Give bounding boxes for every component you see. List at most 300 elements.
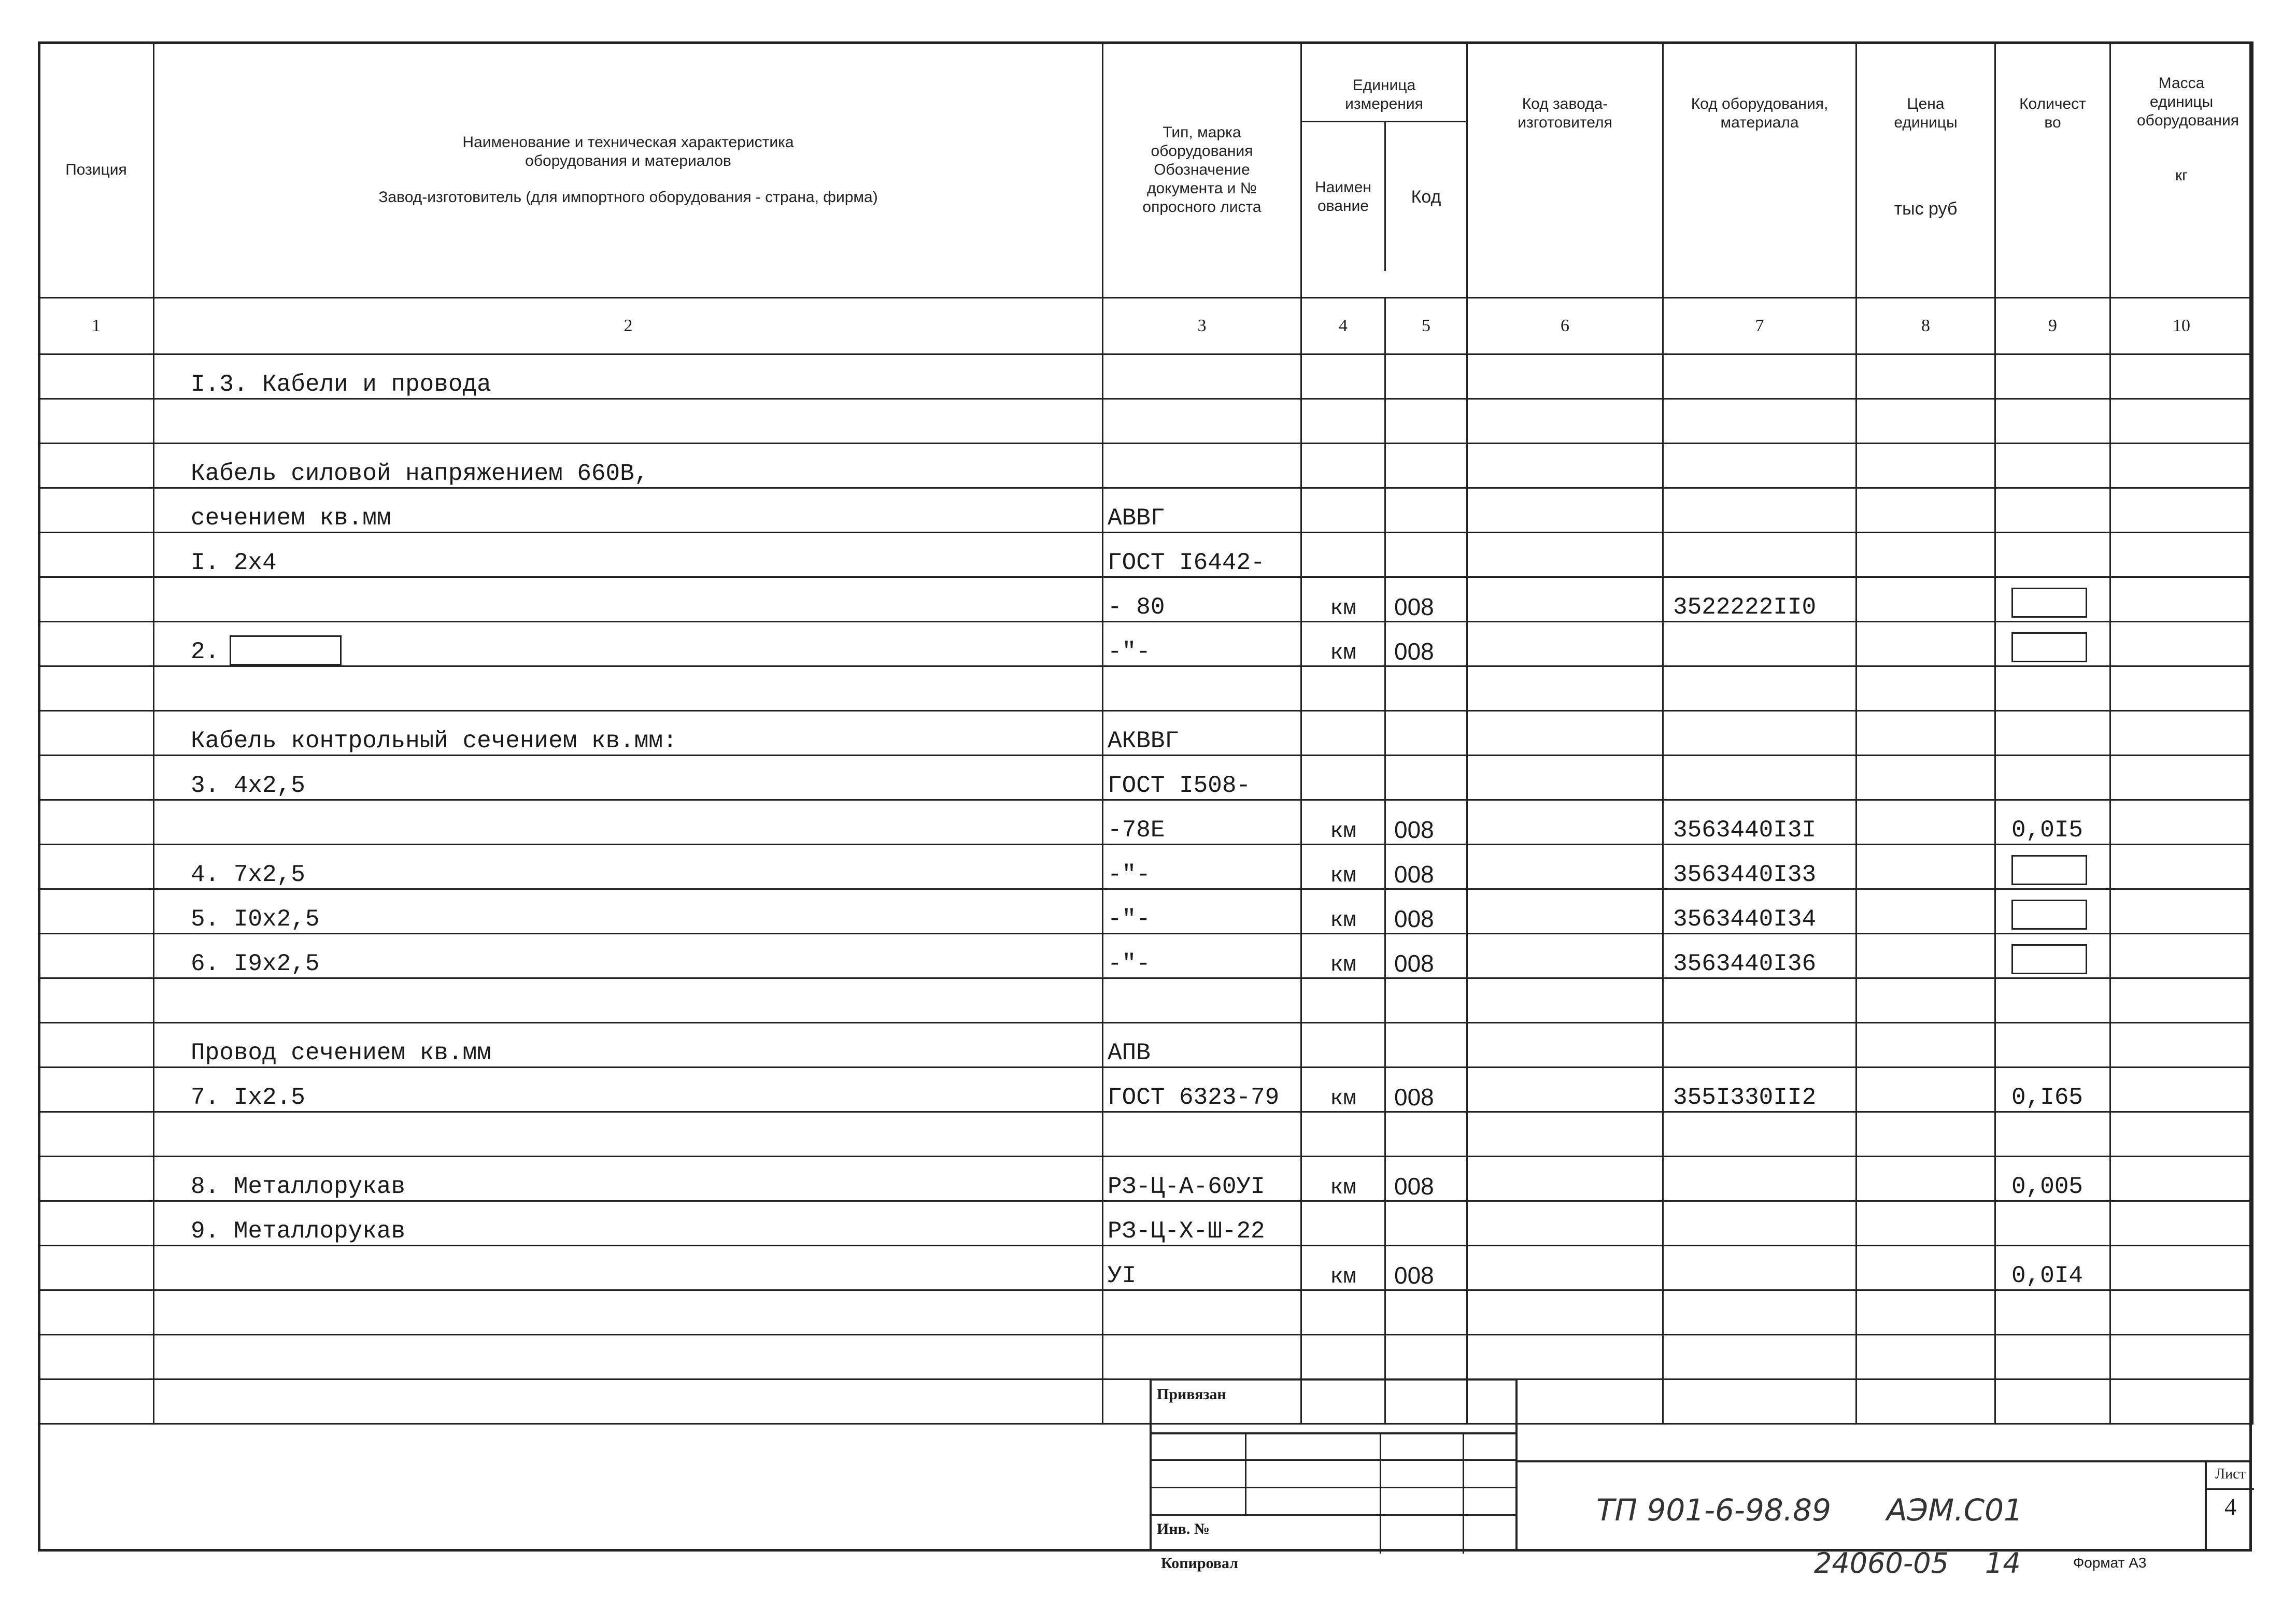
- cell-c9: [1995, 1023, 2110, 1068]
- cell-text: 3563440I34: [1673, 906, 1817, 933]
- column-number-3: 3: [1103, 298, 1301, 354]
- cell-c6: [1467, 1290, 1663, 1335]
- cell-c7: [1663, 756, 1856, 800]
- cell-c6: [1467, 666, 1663, 711]
- cell-text: 6. I9х2,5: [191, 950, 320, 977]
- cell-c4: [1301, 399, 1385, 444]
- header-unit-label: Единица измерения: [1302, 69, 1466, 122]
- cell-text: 5. I0х2,5: [191, 906, 320, 933]
- cell-c1: [39, 1023, 154, 1068]
- table-row: [39, 622, 2253, 666]
- cell-text: 9. Металлорукав: [191, 1218, 406, 1245]
- cell-c4: [1301, 1335, 1385, 1379]
- cell-c2: [154, 1290, 1103, 1335]
- cell-c2: [154, 354, 1103, 399]
- cell-c6: [1467, 800, 1663, 845]
- sheet-box: [2205, 1460, 2254, 1552]
- cell-c8: [1856, 1335, 1995, 1379]
- cell-c5: [1385, 978, 1467, 1023]
- cell-text: км: [1330, 908, 1356, 933]
- table-body: [39, 354, 2253, 1424]
- header-material-code: [1663, 42, 1856, 298]
- cell-c3: [1103, 577, 1301, 622]
- table-row: [39, 399, 2253, 444]
- cell-text: 008: [1394, 861, 1434, 888]
- cell-c2: [154, 533, 1103, 577]
- document-code: ТП 901-6-98.89: [1596, 1492, 1831, 1528]
- cell-c4: [1301, 1157, 1385, 1201]
- cell-c7: [1663, 533, 1856, 577]
- cell-c4: [1301, 1023, 1385, 1068]
- table-row: [39, 666, 2253, 711]
- cell-text: 2.: [191, 638, 220, 665]
- table-row: [39, 1201, 2253, 1246]
- cell-c9: [1995, 577, 2110, 622]
- cell-c3: [1103, 444, 1301, 488]
- cell-text: км: [1330, 1086, 1356, 1111]
- cell-text: ГОСТ 6323-79: [1108, 1084, 1280, 1111]
- cell-c7: [1663, 1335, 1856, 1379]
- cell-c8: [1856, 354, 1995, 399]
- cell-c5: [1385, 444, 1467, 488]
- table-row: [39, 756, 2253, 800]
- table-row: [39, 889, 2253, 934]
- cell-c9: [1995, 1335, 2110, 1379]
- cell-text: км: [1330, 952, 1356, 977]
- cell-c6: [1467, 577, 1663, 622]
- cell-c3: [1103, 622, 1301, 666]
- privyazan-label: Привязан: [1157, 1386, 1226, 1403]
- cell-c1: [39, 1068, 154, 1112]
- cell-c4: [1301, 354, 1385, 399]
- cell-c10: [2110, 1023, 2253, 1068]
- cell-c4: [1301, 444, 1385, 488]
- cell-c7: [1663, 488, 1856, 533]
- cell-c3: [1103, 533, 1301, 577]
- cell-text: Провод сечением кв.мм: [191, 1040, 491, 1066]
- cell-text: - 80: [1108, 594, 1165, 621]
- cell-c3: [1103, 1246, 1301, 1290]
- cell-c2: [154, 1335, 1103, 1379]
- cell-c9: [1995, 1290, 2110, 1335]
- cell-c6: [1467, 1201, 1663, 1246]
- cell-c8: [1856, 622, 1995, 666]
- cell-c3: [1103, 1335, 1301, 1379]
- cell-c7: [1663, 622, 1856, 666]
- cell-c8: [1856, 577, 1995, 622]
- cell-text: Кабель силовой напряжением 660В,: [191, 460, 649, 487]
- cell-text: 3563440I3I: [1673, 817, 1817, 844]
- cell-c9: [1995, 1068, 2110, 1112]
- cell-c6: [1467, 978, 1663, 1023]
- cell-c1: [39, 1157, 154, 1201]
- kopiroval-label: Копировал: [1161, 1555, 1239, 1572]
- cell-c3: [1103, 1068, 1301, 1112]
- cell-text: I.3. Кабели и провода: [191, 371, 491, 398]
- column-number-10: 10: [2110, 298, 2253, 354]
- cell-c10: [2110, 1379, 2253, 1424]
- cell-c1: [39, 978, 154, 1023]
- cell-c9: [1995, 444, 2110, 488]
- cell-c2: [154, 488, 1103, 533]
- cell-text: 7. Iх2.5: [191, 1084, 305, 1111]
- cell-c8: [1856, 1290, 1995, 1335]
- header-price: [1856, 42, 1995, 298]
- header-name-line3: Завод-изготовитель (для импортного оборудования - страна, фирма): [378, 189, 878, 206]
- cell-c10: [2110, 889, 2253, 934]
- cell-c5: [1385, 666, 1467, 711]
- cell-c9: [1995, 1157, 2110, 1201]
- cell-text: 008: [1394, 638, 1434, 665]
- specification-table: [38, 41, 2254, 1425]
- cell-c9: [1995, 845, 2110, 889]
- cell-c3: [1103, 978, 1301, 1023]
- cell-c10: [2110, 488, 2253, 533]
- cell-text: РЗ-Ц-А-60УI: [1108, 1173, 1265, 1200]
- cell-c10: [2110, 1157, 2253, 1201]
- cell-c4: [1301, 978, 1385, 1023]
- cell-c10: [2110, 1246, 2253, 1290]
- cell-c8: [1856, 889, 1995, 934]
- cell-c5: [1385, 533, 1467, 577]
- sheet-number: 4: [2224, 1493, 2236, 1520]
- header-row: [39, 42, 2253, 298]
- table-row: [39, 444, 2253, 488]
- cell-c6: [1467, 399, 1663, 444]
- cell-c8: [1856, 1379, 1995, 1424]
- cell-c9: [1995, 1201, 2110, 1246]
- cell-c10: [2110, 1201, 2253, 1246]
- column-numbers-row: [39, 298, 2253, 354]
- cell-c8: [1856, 711, 1995, 756]
- cell-c1: [39, 533, 154, 577]
- cell-c5: [1385, 354, 1467, 399]
- cell-c3: [1103, 1112, 1301, 1157]
- cell-c5: [1385, 845, 1467, 889]
- cell-c1: [39, 1246, 154, 1290]
- cell-c2: [154, 800, 1103, 845]
- cell-c6: [1467, 444, 1663, 488]
- table-row: [39, 711, 2253, 756]
- cell-c6: [1467, 533, 1663, 577]
- header-mass-text: Масса единицы оборудования: [2137, 75, 2239, 129]
- cell-c10: [2110, 1068, 2253, 1112]
- cell-c10: [2110, 666, 2253, 711]
- cell-c7: [1663, 444, 1856, 488]
- cell-c7: [1663, 978, 1856, 1023]
- archive-number: 24060-05: [1814, 1547, 1949, 1580]
- cell-c5: [1385, 889, 1467, 934]
- cell-c10: [2110, 444, 2253, 488]
- cell-c5: [1385, 1157, 1467, 1201]
- cell-c6: [1467, 934, 1663, 978]
- cell-c2: [154, 622, 1103, 666]
- cell-c3: [1103, 354, 1301, 399]
- cell-c6: [1467, 1023, 1663, 1068]
- column-number-4: 4: [1301, 298, 1385, 354]
- cell-c2: [154, 934, 1103, 978]
- cell-text: км: [1330, 863, 1356, 888]
- cell-c3: [1103, 800, 1301, 845]
- cell-text: I. 2х4: [191, 549, 277, 576]
- cell-c3: [1103, 1201, 1301, 1246]
- cell-c7: [1663, 1290, 1856, 1335]
- cell-c9: [1995, 354, 2110, 399]
- cell-text: АВВГ: [1108, 505, 1165, 532]
- cell-c10: [2110, 533, 2253, 577]
- cell-c4: [1301, 488, 1385, 533]
- cell-c1: [39, 889, 154, 934]
- format-label: Формат А3: [2073, 1555, 2147, 1571]
- header-type-text: Тип, марка оборудования Обозначение документа и № опросного листа: [1142, 124, 1262, 216]
- cell-text: 0,0I4: [2011, 1262, 2084, 1289]
- cell-c6: [1467, 354, 1663, 399]
- cell-c6: [1467, 711, 1663, 756]
- cell-c4: [1301, 889, 1385, 934]
- cell-c1: [39, 399, 154, 444]
- cell-c3: [1103, 711, 1301, 756]
- column-number-5: 5: [1385, 298, 1467, 354]
- header-quantity: [1995, 42, 2110, 298]
- cell-c10: [2110, 756, 2253, 800]
- cell-c6: [1467, 889, 1663, 934]
- cell-c5: [1385, 711, 1467, 756]
- cell-c6: [1467, 622, 1663, 666]
- cell-c2: [154, 1246, 1103, 1290]
- header-position: Позиция: [39, 42, 154, 298]
- cell-c5: [1385, 1290, 1467, 1335]
- cell-c2: [154, 889, 1103, 934]
- archive-sheet: 14: [1985, 1547, 2021, 1580]
- cell-c5: [1385, 399, 1467, 444]
- table-row: [39, 533, 2253, 577]
- title-block: [1150, 1378, 1518, 1552]
- cell-text: 3563440I33: [1673, 861, 1817, 888]
- cell-c6: [1467, 1112, 1663, 1157]
- cell-text: Кабель контрольный сечением кв.мм:: [191, 728, 677, 755]
- cell-c8: [1856, 934, 1995, 978]
- cell-c4: [1301, 711, 1385, 756]
- column-number-7: 7: [1663, 298, 1856, 354]
- cell-text: -"-: [1108, 906, 1151, 933]
- cell-c8: [1856, 800, 1995, 845]
- cell-c2: [154, 1379, 1103, 1424]
- cell-c1: [39, 666, 154, 711]
- cell-text: 008: [1394, 1262, 1434, 1289]
- cell-c7: [1663, 889, 1856, 934]
- cell-c2: [154, 1157, 1103, 1201]
- cell-text: ГОСТ I6442-: [1108, 549, 1265, 576]
- cell-c1: [39, 845, 154, 889]
- header-mass-unit: кг: [2175, 167, 2188, 184]
- cell-c1: [39, 1335, 154, 1379]
- cell-c8: [1856, 1068, 1995, 1112]
- cell-c4: [1301, 1112, 1385, 1157]
- cell-c6: [1467, 756, 1663, 800]
- cell-c5: [1385, 1201, 1467, 1246]
- table-row: [39, 488, 2253, 533]
- cell-text: км: [1330, 819, 1356, 844]
- cell-text: УI: [1108, 1262, 1137, 1289]
- cell-c1: [39, 1379, 154, 1424]
- document-mark: АЭМ.С01: [1887, 1492, 2023, 1528]
- table-row: [39, 1112, 2253, 1157]
- cell-c4: [1301, 577, 1385, 622]
- cell-c7: [1663, 1246, 1856, 1290]
- cell-text: ГОСТ I508-: [1108, 772, 1251, 799]
- table-row: [39, 978, 2253, 1023]
- cell-c1: [39, 934, 154, 978]
- cell-text: 3563440I36: [1673, 950, 1817, 977]
- cell-c8: [1856, 1157, 1995, 1201]
- cell-c2: [154, 756, 1103, 800]
- cell-c2: [154, 978, 1103, 1023]
- cell-c9: [1995, 800, 2110, 845]
- cell-text: 008: [1394, 593, 1434, 620]
- header-unit-group: [1301, 42, 1467, 298]
- cell-c8: [1856, 845, 1995, 889]
- cell-c4: [1301, 800, 1385, 845]
- cell-c8: [1856, 1201, 1995, 1246]
- cell-c1: [39, 354, 154, 399]
- cell-c10: [2110, 399, 2253, 444]
- blank-quantity-box: [2011, 900, 2087, 930]
- cell-c10: [2110, 577, 2253, 622]
- cell-c2: [154, 399, 1103, 444]
- cell-text: 0,I65: [2011, 1084, 2084, 1111]
- cell-c4: [1301, 666, 1385, 711]
- cell-text: сечением кв.мм: [191, 505, 391, 532]
- header-name: [154, 42, 1103, 298]
- cell-c4: [1301, 1246, 1385, 1290]
- cell-c9: [1995, 934, 2110, 978]
- cell-c4: [1301, 533, 1385, 577]
- cell-c6: [1467, 845, 1663, 889]
- cell-c2: [154, 845, 1103, 889]
- cell-text: 3522222II0: [1673, 594, 1817, 621]
- cell-c9: [1995, 711, 2110, 756]
- cell-c5: [1385, 622, 1467, 666]
- cell-c5: [1385, 1068, 1467, 1112]
- header-factory-code: [1467, 42, 1663, 298]
- cell-c10: [2110, 354, 2253, 399]
- cell-c7: [1663, 1023, 1856, 1068]
- cell-c8: [1856, 666, 1995, 711]
- cell-c3: [1103, 399, 1301, 444]
- header-name-line2: оборудования и материалов: [525, 152, 731, 169]
- table-row: [39, 800, 2253, 845]
- cell-c7: [1663, 1201, 1856, 1246]
- cell-c1: [39, 622, 154, 666]
- cell-text: км: [1330, 641, 1356, 665]
- blank-quantity-box: [2011, 944, 2087, 974]
- cell-c9: [1995, 1112, 2110, 1157]
- cell-c5: [1385, 577, 1467, 622]
- header-unit-name: Наименование: [1302, 122, 1386, 271]
- blank-quantity-box: [2011, 855, 2087, 885]
- table-row: [39, 1379, 2253, 1424]
- cell-c1: [39, 1112, 154, 1157]
- cell-c8: [1856, 399, 1995, 444]
- cell-text: 008: [1394, 1084, 1434, 1111]
- cell-c7: [1663, 800, 1856, 845]
- cell-c2: [154, 711, 1103, 756]
- cell-text: 355I330II2: [1673, 1084, 1817, 1111]
- cell-c9: [1995, 756, 2110, 800]
- cell-c2: [154, 577, 1103, 622]
- column-number-6: 6: [1467, 298, 1663, 354]
- cell-c7: [1663, 1068, 1856, 1112]
- cell-c10: [2110, 978, 2253, 1023]
- cell-c4: [1301, 1068, 1385, 1112]
- column-number-9: 9: [1995, 298, 2110, 354]
- cell-c10: [2110, 934, 2253, 978]
- cell-c2: [154, 444, 1103, 488]
- blank-quantity-box: [2011, 588, 2087, 618]
- cell-c5: [1385, 800, 1467, 845]
- table-row: [39, 845, 2253, 889]
- cell-c3: [1103, 845, 1301, 889]
- cell-c8: [1856, 533, 1995, 577]
- column-number-1: 1: [39, 298, 154, 354]
- cell-text: 008: [1394, 950, 1434, 977]
- cell-c2: [154, 1023, 1103, 1068]
- cell-c10: [2110, 1290, 2253, 1335]
- column-number-2: 2: [154, 298, 1103, 354]
- cell-c8: [1856, 1112, 1995, 1157]
- cell-c1: [39, 756, 154, 800]
- cell-c6: [1467, 1068, 1663, 1112]
- column-number-8: 8: [1856, 298, 1995, 354]
- cell-c5: [1385, 1246, 1467, 1290]
- table-row: [39, 1157, 2253, 1201]
- cell-c9: [1995, 622, 2110, 666]
- cell-c3: [1103, 488, 1301, 533]
- cell-c7: [1663, 1157, 1856, 1201]
- cell-c3: [1103, 756, 1301, 800]
- cell-c8: [1856, 488, 1995, 533]
- cell-c9: [1995, 1379, 2110, 1424]
- inventory-number-label: Инв. №: [1157, 1520, 1210, 1538]
- cell-c4: [1301, 934, 1385, 978]
- table-row: [39, 934, 2253, 978]
- cell-text: -"-: [1108, 638, 1151, 665]
- cell-text: 008: [1394, 1173, 1434, 1200]
- cell-c10: [2110, 622, 2253, 666]
- header-mass: [2110, 42, 2253, 298]
- cell-c7: [1663, 1112, 1856, 1157]
- cell-c6: [1467, 1246, 1663, 1290]
- cell-c8: [1856, 1023, 1995, 1068]
- cell-c3: [1103, 666, 1301, 711]
- cell-c3: [1103, 1023, 1301, 1068]
- cell-c2: [154, 1201, 1103, 1246]
- cell-c5: [1385, 1112, 1467, 1157]
- header-unit-code: Код: [1411, 187, 1441, 207]
- cell-c7: [1663, 666, 1856, 711]
- cell-text: -"-: [1108, 950, 1151, 977]
- cell-c1: [39, 800, 154, 845]
- header-name-line1: Наименование и техническая характеристика: [462, 134, 794, 151]
- table-row: [39, 1335, 2253, 1379]
- cell-c1: [39, 444, 154, 488]
- sheet-label: Лист: [2207, 1460, 2254, 1490]
- cell-c10: [2110, 1112, 2253, 1157]
- cell-c5: [1385, 1335, 1467, 1379]
- cell-c7: [1663, 845, 1856, 889]
- cell-text: 008: [1394, 816, 1434, 843]
- cell-c4: [1301, 756, 1385, 800]
